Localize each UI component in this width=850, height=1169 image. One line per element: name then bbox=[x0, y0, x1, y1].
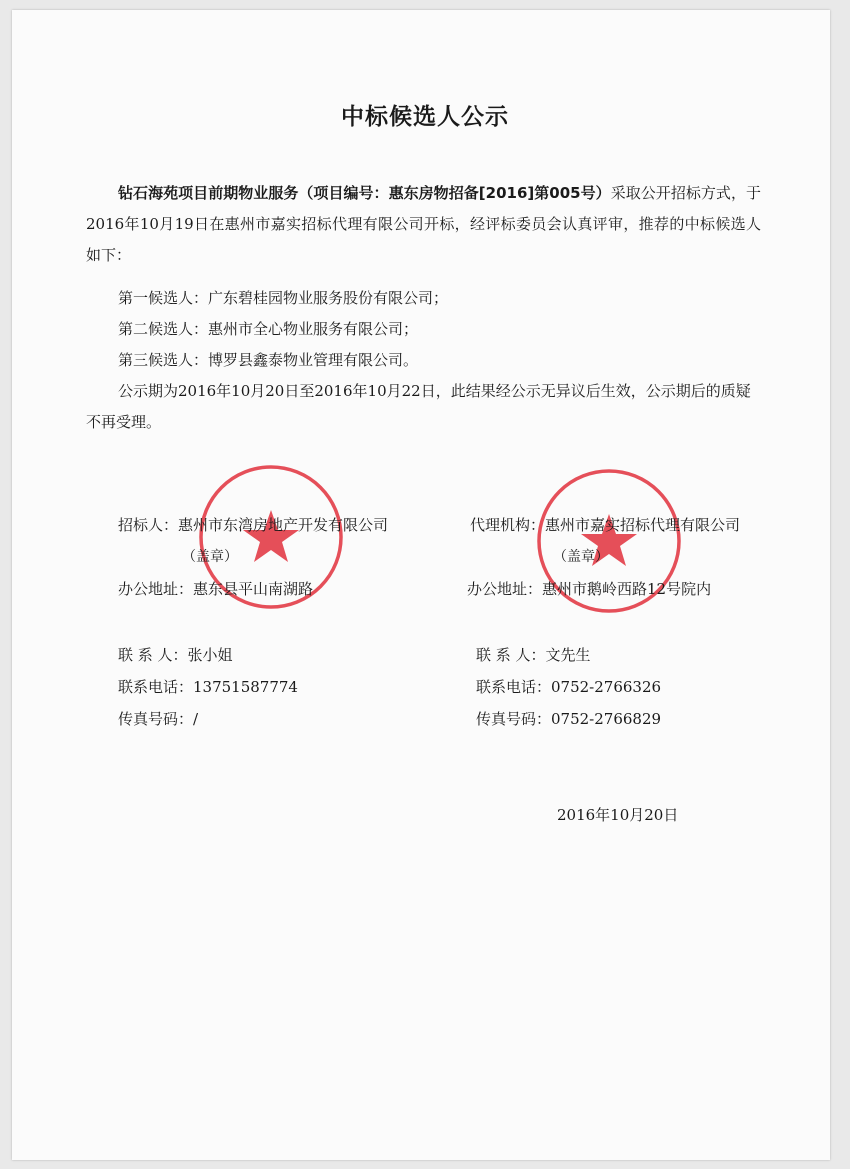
document-date: 2016年10月20日 bbox=[557, 806, 679, 824]
agent-name: 代理机构：惠州市嘉实招标代理有限公司 bbox=[470, 516, 741, 534]
agent-fax: 传真号码：0752-2766829 bbox=[476, 710, 662, 728]
agent-seal-note: （盖章） bbox=[553, 549, 609, 565]
agent-contact: 联 系 人：文先生 bbox=[476, 646, 591, 664]
tenderer-contact: 联 系 人：张小姐 bbox=[118, 646, 233, 664]
tenderer-name: 招标人：惠州市东湾房地产开发有限公司 bbox=[118, 516, 389, 534]
tenderer-address: 办公地址：惠东县平山南湖路 bbox=[118, 580, 314, 598]
intro-paragraph bbox=[86, 178, 761, 271]
candidate-3: 第三候选人：博罗县鑫泰物业管理有限公司。 bbox=[118, 351, 419, 369]
intro-text: 采取公开招标方式，于2016年10月19日在惠州市嘉实招标代理有限公司开标，经评标委员会认真评审，推荐的中标候选人如下： bbox=[86, 184, 761, 264]
notice-text: 公示期为2016年10月20日至2016年10月22日，此结果经公示无异议后生效，公示期后的质疑不再受理。 bbox=[86, 382, 751, 431]
tenderer-phone: 联系电话：13751587774 bbox=[118, 678, 298, 696]
agent-address: 办公地址：惠州市鹅岭西路12号院内 bbox=[467, 580, 712, 598]
tenderer-seal-note: （盖章） bbox=[182, 549, 238, 565]
candidate-1: 第一候选人：广东碧桂园物业服务股份有限公司； bbox=[118, 289, 449, 307]
tenderer-fax: 传真号码：/ bbox=[118, 710, 199, 728]
agent-phone: 联系电话：0752-2766326 bbox=[476, 678, 662, 696]
project-name: 钻石海苑项目前期物业服务（项目编号：惠东房物招备[2016]第005号） bbox=[118, 184, 611, 202]
document-title: 中标候选人公示 bbox=[341, 104, 509, 130]
notice-paragraph bbox=[86, 376, 761, 438]
candidate-2: 第二候选人：惠州市全心物业服务有限公司； bbox=[118, 320, 419, 338]
